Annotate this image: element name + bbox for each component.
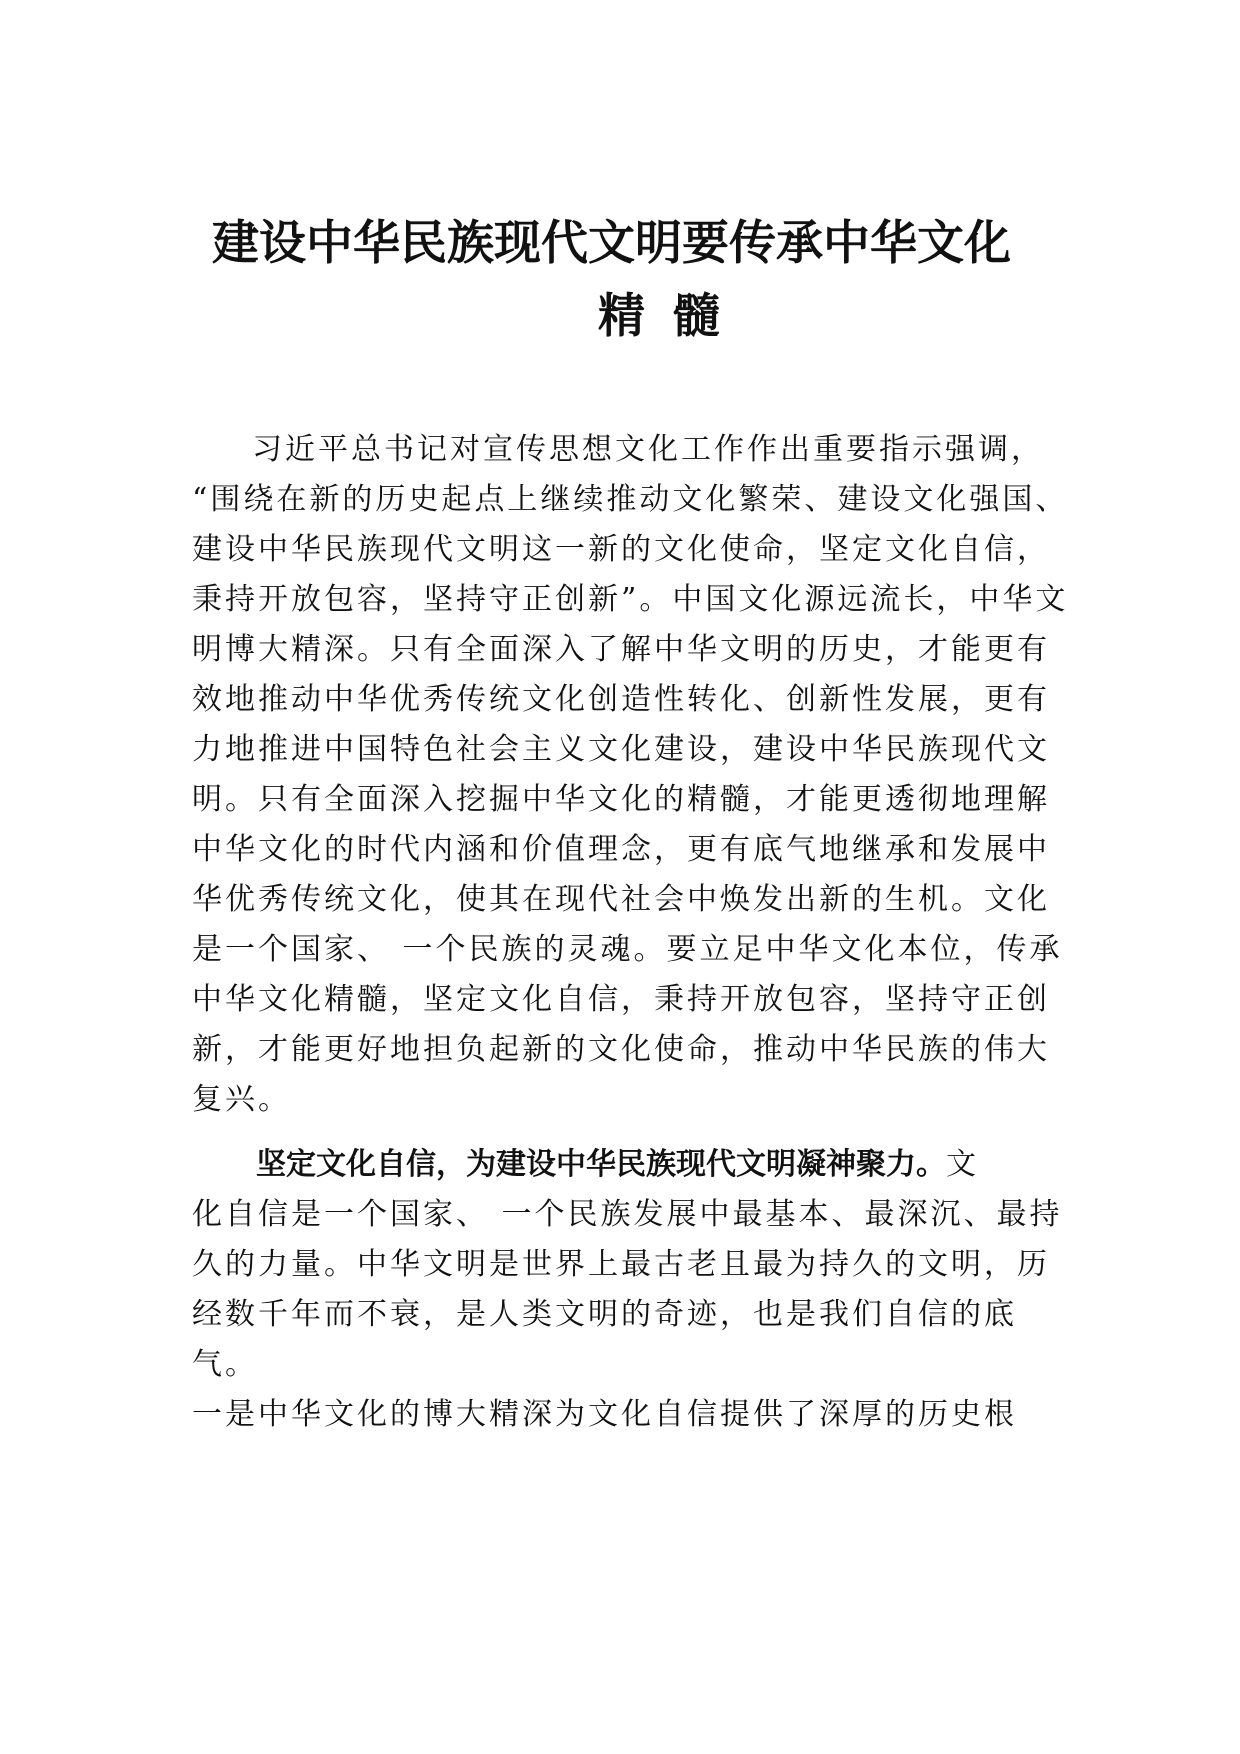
paragraph-2-line: 久的力量。中华文明是世界上最古老且最为持久的文明，历 <box>192 1247 1050 1282</box>
paragraph-1-line: 明博大精深。只有全面深入了解中华文明的历史，才能更有 <box>192 632 1050 667</box>
paragraph-1-line: 力地推进中国特色社会主义文化建设，建设中华民族现代文 <box>192 732 1050 767</box>
paragraph-2-line: 化自信是一个国家、 一个民族发展中最基本、最深沉、最持 <box>192 1197 1063 1232</box>
paragraph-1-line: 是一个国家、 一个民族的灵魂。要立足中华文化本位，传承 <box>192 932 1063 967</box>
paragraph-3-line: 一是中华文化的博大精深为文化自信提供了深厚的历史根 <box>192 1397 1017 1432</box>
document-title-line-1: 建设中华民族现代文明要传承中华文化 <box>212 216 1011 271</box>
paragraph-2-line: 气。 <box>192 1347 258 1382</box>
paragraph-1-line: “围绕在新的历史起点上继续推动文化繁荣、建设文化强国、 <box>192 482 1069 517</box>
paragraph-1-line: 中华文化的时代内涵和价值理念，更有底气地继承和发展中 <box>192 832 1050 867</box>
document-title-line-2: 精髓 <box>598 289 748 344</box>
paragraph-1-line: 明。只有全面深入挖掘中华文化的精髓，才能更透彻地理解 <box>192 782 1050 817</box>
paragraph-2-line: 经数千年而不衰，是人类文明的奇迹，也是我们自信的底 <box>192 1297 1017 1332</box>
paragraph-2-lead-bold: 坚定文化自信，为建设中华民族现代文明凝神聚力。 <box>256 1147 946 1182</box>
paragraph-1-line: 秉持开放包容，坚持守正创新”。中国文化源远流长，中华文 <box>192 582 1069 617</box>
paragraph-1-line: 习近平总书记对宣传思想文化工作作出重要指示强调， <box>252 432 1044 467</box>
paragraph-1-line: 中华文化精髓，坚定文化自信，秉持开放包容，坚持守正创 <box>192 982 1050 1017</box>
paragraph-2-first-line <box>256 1140 1118 1190</box>
paragraph-1-line: 建设中华民族现代文明这一新的文化使命，坚定文化自信， <box>192 532 1050 567</box>
paragraph-2-lead-tail: 文 <box>946 1147 979 1182</box>
paragraph-1-line: 效地推动中华优秀传统文化创造性转化、创新性发展，更有 <box>192 682 1050 717</box>
paragraph-1-line: 华优秀传统文化，使其在现代社会中焕发出新的生机。文化 <box>192 882 1050 917</box>
paragraph-1-line: 新，才能更好地担负起新的文化使命，推动中华民族的伟大 <box>192 1032 1050 1067</box>
paragraph-1-line: 复兴。 <box>192 1082 291 1117</box>
